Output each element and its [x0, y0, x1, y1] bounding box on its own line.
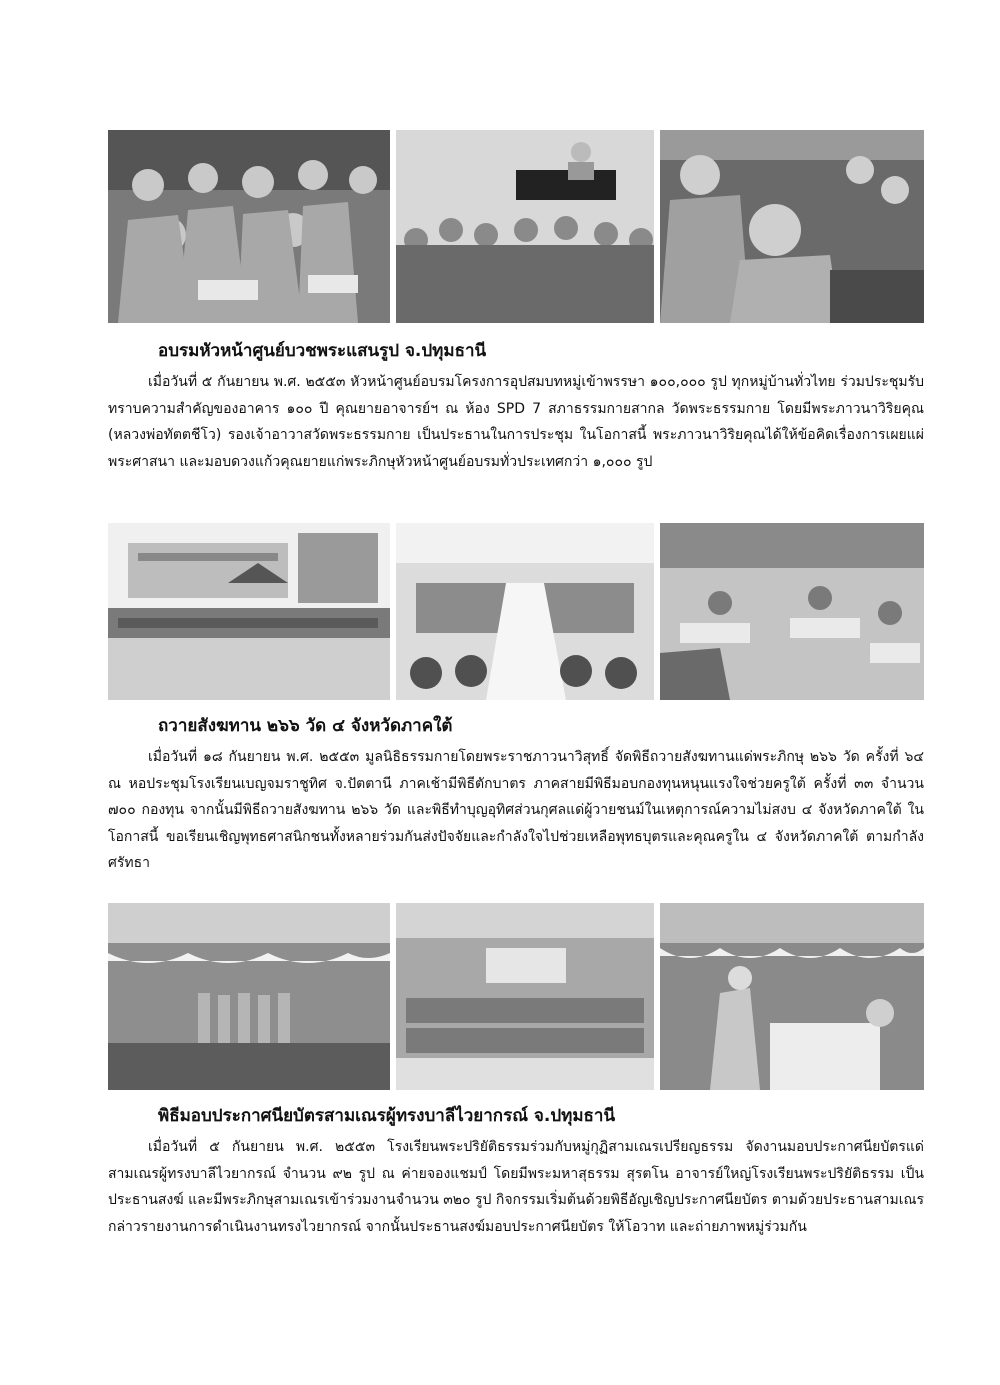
section-1-body: เมื่อวันที่ ๕ กันยายน พ.ศ. ๒๕๕๓ หัวหน้าศูนย์อบรมโครงการอุปสมบทหมู่เข้าพรรษา ๑๐๐,๐๐๐ รูป ทุกหมู่บ้านทั่วไทย ร่วมประชุมรับทราบความสำคัญของอาคาร ๑๐๐ ปี คุณยายอาจารย์ฯ ณ ห้อง SPD 7 สภาธรรมกายสากล วัดพระธรรมกาย โดยมีพระภาวนาวิริยคุณ (หลวงพ่อทัตตชีโว) รองเจ้าอาวาสวัดพระธรรมกาย เป็นประธานในการประชุม ในโอกาสนี้ พระภาวนาวิริยคุณได้ให้ข้อคิดเรื่องการเผยแผ่พระศาสนา และมอบดวงแก้วคุณยายแก่พระภิกษุหัวหน้าศูนย์อบรมทั่วประเทศกว่า ๑,๐๐๐ รูป: [108, 374, 924, 470]
photo-novices-group: [396, 903, 654, 1090]
section-1-title: อบรมหัวหน้าศูนย์บวชพระแสนรูป จ.ปทุมธานี: [158, 341, 487, 361]
section-3-title: พิธีมอบประกาศนียบัตรสามเณรผู้ทรงบาลีไวยากรณ์ จ.ปทุมธานี: [158, 1106, 616, 1126]
photo-certificate-presentation: [660, 903, 924, 1090]
photo-row-1: [108, 130, 924, 323]
photo-row-2: [108, 523, 924, 700]
section-2-body: เมื่อวันที่ ๑๘ กันยายน พ.ศ. ๒๕๕๓ มูลนิธิธรรมกายโดยพระราชภาวนาวิสุทธิ์ จัดพิธีถวายสังฆทานแด่พระภิกษุ ๒๖๖ วัด ครั้งที่ ๖๔ ณ หอประชุมโรงเรียนเบญจมราชูทิศ จ.ปัตตานี ภาคเช้ามีพิธีตักบาตร ภาคสายมีพิธีมอบกองทุนหนุนแรงใจช่วยครูใต้ ครั้งที่ ๓๓ จำนวน ๗๐๐ กองทุน จากนั้นมีพิธีถวายสังฆทาน ๒๖๖ วัด และพิธีทำบุญอุทิศส่วนกุศลแด่ผู้วายชนม์ในเหตุการณ์ความไม่สงบ ๔ จังหวัดภาคใต้ ในโอกาสนี้ ขอเรียนเชิญพุทธศาสนิกชนทั้งหลายร่วมกันส่งปัจจัยและกำลังใจไปช่วยเหลือพุทธบุตรและคุณครูใน ๔ จังหวัดภาคใต้ ตามกำลังศรัทธา: [108, 749, 924, 871]
photo-donation-tables: [660, 523, 924, 700]
section-2-title: ถวายสังฆทาน ๒๖๖ วัด ๔ จังหวัดภาคใต้: [158, 716, 453, 736]
photo-monks-receiving-gifts: [660, 130, 924, 323]
photo-meeting-hall: [396, 130, 654, 323]
section-3-body: เมื่อวันที่ ๕ กันยายน พ.ศ. ๒๕๕๓ โรงเรียนพระปริยัติธรรมร่วมกับหมู่กุฏิสามเณรเปรียญธรรม จัดงานมอบประกาศนียบัตรแด่สามเณรผู้ทรงบาลีไวยากรณ์ จำนวน ๙๒ รูป ณ ค่ายจองแชมป์ โดยมีพระมหาสุธรรม สุรตโน อาจารย์ใหญ่โรงเรียนพระปริยัติธรรม เป็นประธานสงฆ์ และมีพระภิกษุสามเณรเข้าร่วมงานจำนวน ๓๒๐ รูป กิจกรรมเริ่มต้นด้วยพิธีอัญเชิญประกาศนียบัตร ตามด้วยประธานสามเณรกล่าวรายงานการดำเนินงานทรงไวยากรณ์ จากนั้นประธานสงฆ์มอบประกาศนียบัตร ให้โอวาท และถ่ายภาพหมู่ร่วมกัน: [108, 1139, 925, 1235]
photo-monks-seated-writing: [108, 130, 390, 323]
photo-novices-procession: [108, 903, 390, 1090]
photo-assembly-hall-ceremony: [396, 523, 654, 700]
photo-row-3: [108, 903, 924, 1090]
photo-monks-alms-outdoor: [108, 523, 390, 700]
